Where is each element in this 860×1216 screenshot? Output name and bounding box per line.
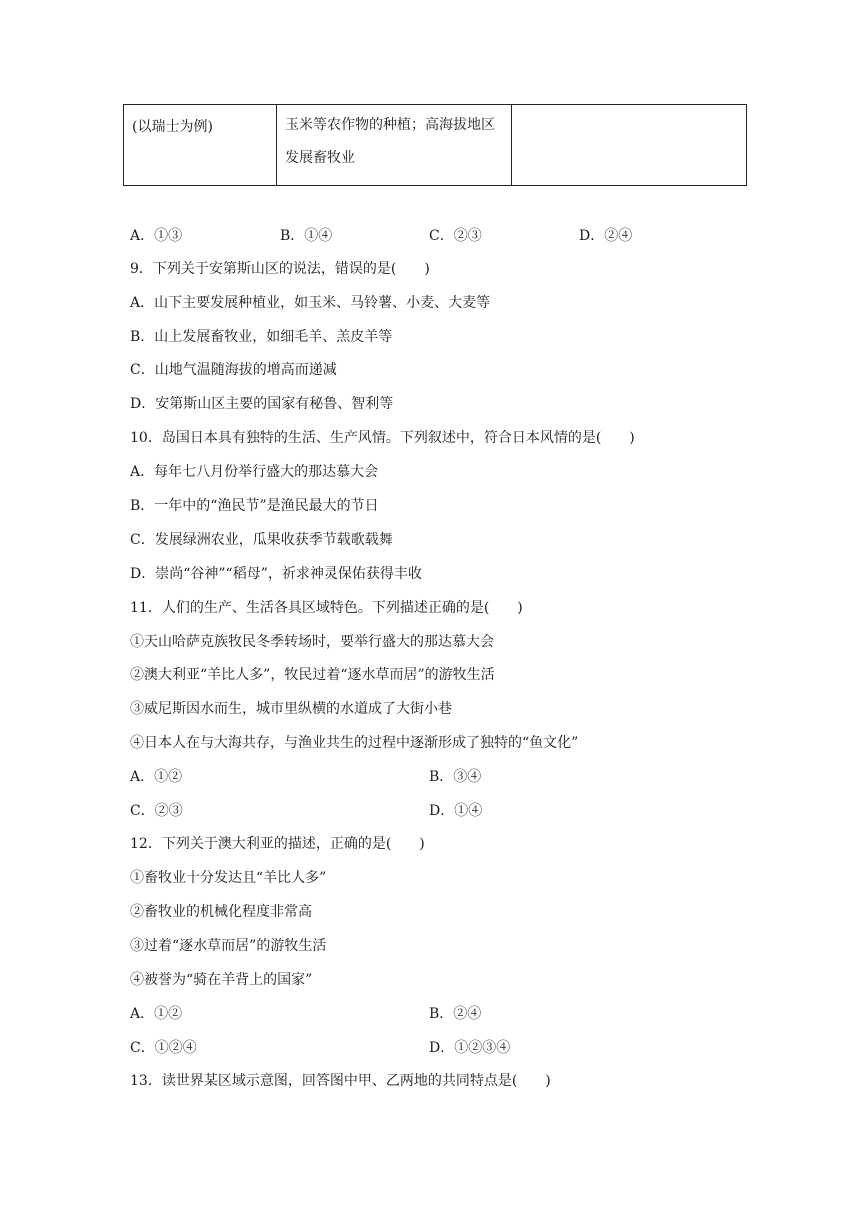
q9-option-a[interactable]: A．山下主要发展种植业，如玉米、马铃薯、小麦、大麦等: [130, 295, 491, 311]
table-cell-empty: [512, 105, 747, 186]
q11-item-4: ④日本人在与大海共存，与渔业共生的过程中逐渐形成了独特的“鱼文化”: [130, 735, 579, 751]
q10-option-b[interactable]: B．一年中的“渔民节”是渔民最大的节日: [130, 498, 379, 514]
q13-stem: 13．读世界某区域示意图，回答图中甲、乙两地的共同特点是( ): [130, 1073, 551, 1089]
q8-option-b[interactable]: B．①④: [280, 228, 333, 244]
q12-option-b[interactable]: B．②④: [429, 1006, 482, 1022]
q12-option-c[interactable]: C．①②④: [130, 1040, 197, 1056]
q10-option-a[interactable]: A．每年七八月份举行盛大的那达慕大会: [130, 464, 379, 480]
q12-item-4: ④被誉为“骑在羊背上的国家”: [130, 972, 313, 988]
q9-option-b[interactable]: B．山上发展畜牧业，如细毛羊、羔皮羊等: [130, 329, 393, 345]
q11-item-2: ②澳大利亚“羊比人多”，牧民过着“逐水草而居”的游牧生活: [130, 667, 495, 683]
q11-option-d[interactable]: D．①④: [429, 803, 483, 819]
q12-option-a[interactable]: A．①②: [130, 1006, 183, 1022]
q8-option-c[interactable]: C．②③: [429, 228, 482, 244]
table-cell-region: (以瑞士为例): [124, 105, 277, 186]
q9-option-c[interactable]: C．山地气温随海拔的增高而递减: [130, 362, 337, 378]
q10-option-c[interactable]: C．发展绿洲农业，瓜果收获季节载歌载舞: [130, 532, 393, 548]
answer-table: [123, 104, 747, 186]
q10-stem: 10．岛国日本具有独特的生活、生产风情。下列叙述中，符合日本风情的是( ): [130, 430, 635, 446]
q11-item-3: ③威尼斯因水而生，城市里纵横的水道成了大街小巷: [130, 701, 452, 717]
q12-item-2: ②畜牧业的机械化程度非常高: [130, 904, 312, 920]
q12-item-1: ①畜牧业十分发达且“羊比人多”: [130, 870, 327, 886]
q10-option-d[interactable]: D．崇尚“谷神”“稻母”，祈求神灵保佑获得丰收: [130, 566, 422, 582]
q8-option-d[interactable]: D．②④: [579, 228, 633, 244]
q8-option-a[interactable]: A．①③: [130, 228, 183, 244]
q11-option-c[interactable]: C．②③: [130, 803, 183, 819]
q12-item-3: ③过着“逐水草而居”的游牧生活: [130, 938, 327, 954]
table-cell-production: 玉米等农作物的种植；高海拔地区发展畜牧业: [277, 105, 512, 186]
q11-item-1: ①天山哈萨克族牧民冬季转场时，要举行盛大的那达慕大会: [130, 634, 494, 650]
q11-stem: 11．人们的生产、生活各具区域特色。下列描述正确的是( ): [130, 600, 523, 616]
q12-option-d[interactable]: D．①②③④: [429, 1040, 511, 1056]
table-row: [124, 105, 747, 186]
q12-stem: 12．下列关于澳大利亚的描述，正确的是( ): [130, 836, 425, 852]
q11-option-b[interactable]: B．③④: [429, 769, 482, 785]
q9-option-d[interactable]: D．安第斯山区主要的国家有秘鲁、智利等: [130, 396, 394, 412]
q9-stem: 9．下列关于安第斯山区的说法，错误的是( ): [130, 261, 430, 277]
q11-option-a[interactable]: A．①②: [130, 769, 183, 785]
